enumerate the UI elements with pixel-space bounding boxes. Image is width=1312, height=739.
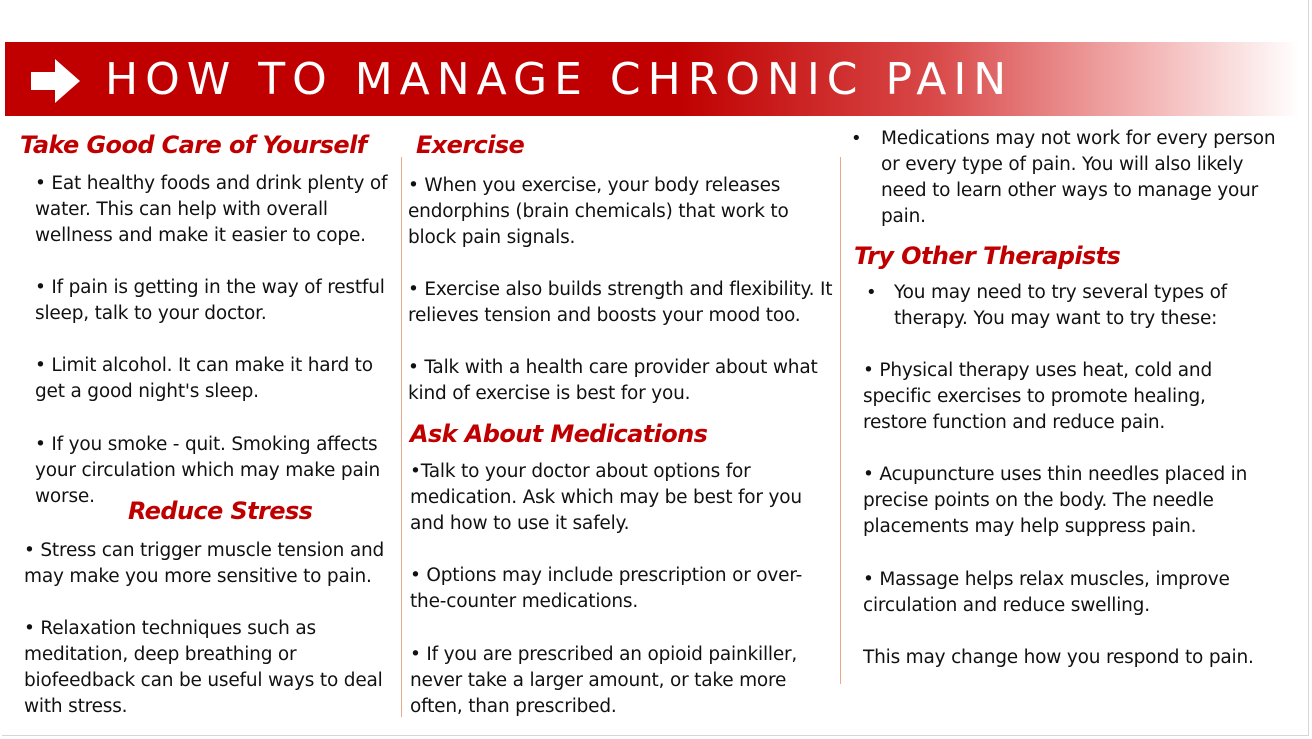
col2-med-item-1: •Talk to your doctor about options for medication. Ask which may be best for you and how to use it safely. (410, 461, 802, 534)
col3-item-2: • Acupuncture uses thin needles placed in precise points on the body. The needle placements may help suppress pain. (863, 464, 1248, 537)
col2-item-2: • Exercise also builds strength and flexibility. It relieves tension and boosts your mood too. (408, 279, 833, 326)
heading-reduce-stress: Reduce Stress (128, 497, 313, 525)
page-title: HOW TO MANAGE CHRONIC PAIN (105, 54, 1014, 105)
heading-ask-about-medications: Ask About Medications (410, 420, 708, 448)
arrow-right-icon (29, 56, 83, 106)
title-banner (5, 42, 1300, 116)
col1-item-3: • Limit alcohol. It can make it hard to get a good night's sleep. (35, 355, 373, 402)
col3-closing: This may change how you respond to pain. (863, 647, 1254, 668)
col1-item-2: • If pain is getting in the way of restful sleep, talk to your doctor. (35, 277, 385, 324)
col2-med-item-2: • Options may include prescription or over-the-counter medications. (410, 565, 803, 612)
col1-stress-item-1: • Stress can trigger muscle tension and may make you more sensitive to pain. (24, 540, 385, 587)
heading-take-good-care: Take Good Care of Yourself (20, 131, 367, 159)
col1-stress-item-2: • Relaxation techniques such as meditation, deep breathing or biofeedback can be useful ways to deal with stress. (24, 618, 383, 717)
col3-item-3: • Massage helps relax muscles, improve circulation and reduce swelling. (863, 569, 1230, 616)
col2-med-item-3: • If you are prescribed an opioid painkiller, never take a larger amount, or take more often, than prescribed. (410, 644, 798, 717)
col3-intro: Medications may not work for every person or every type of pain. You will also likely need to learn other ways to manage your pain. (881, 128, 1276, 227)
slide (2, 0, 1309, 736)
heading-try-other-therapists: Try Other Therapists (854, 242, 1121, 270)
col3-bullet-1: • (851, 128, 862, 149)
column-divider-2 (840, 157, 841, 684)
col3-intro-2: You may need to try several types of therapy. You may want to try these: (894, 282, 1227, 329)
heading-exercise: Exercise (416, 131, 525, 159)
col2-item-3: • Talk with a health care provider about what kind of exercise is best for you. (408, 357, 818, 404)
col3-item-1: • Physical therapy uses heat, cold and specific exercises to promote healing, restore function and reduce pain. (863, 360, 1212, 433)
column-divider-1 (401, 157, 402, 717)
col1-item-1: • Eat healthy foods and drink plenty of water. This can help with overall wellness and make it easier to cope. (35, 173, 388, 246)
col3-bullet-2: • (866, 282, 877, 303)
col1-item-4: • If you smoke - quit. Smoking affects your circulation which may make pain worse. (35, 434, 381, 507)
col2-item-1: • When you exercise, your body releases endorphins (brain chemicals) that work to block pain signals. (408, 175, 789, 248)
